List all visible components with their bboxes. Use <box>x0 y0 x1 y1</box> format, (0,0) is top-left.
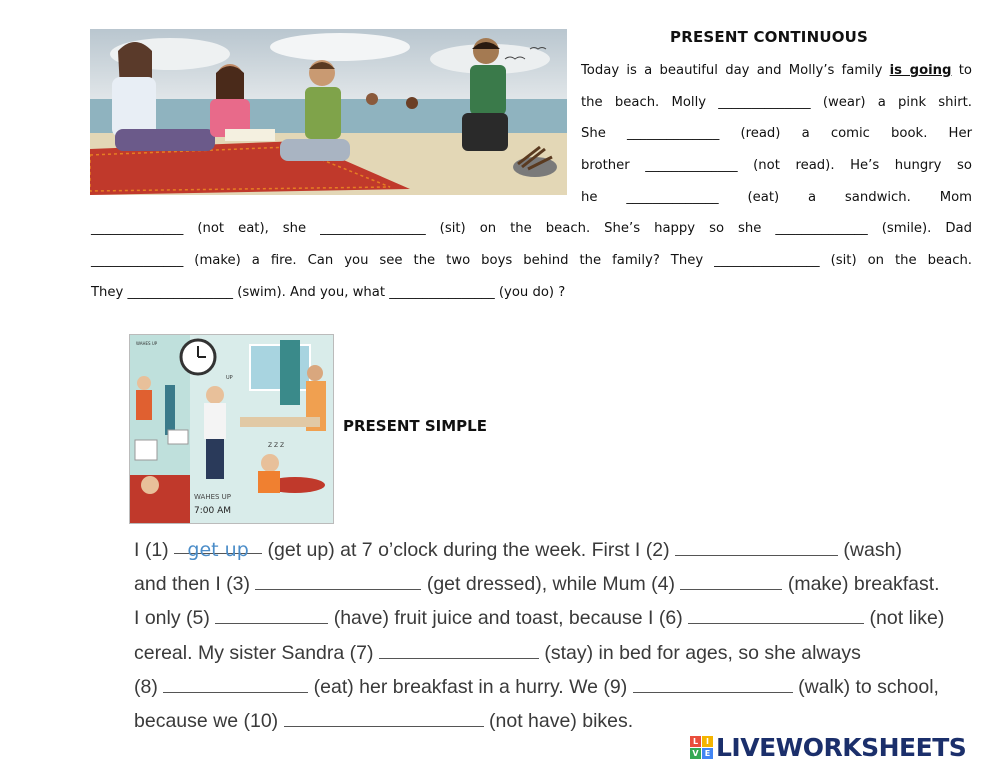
line1-text-a: Today is a beautiful day and Molly’s family <box>581 63 890 78</box>
ps-line2-c: (make) breakfast. <box>782 573 940 595</box>
ps-line4-b: (stay) in bed for ages, so she always <box>538 642 861 664</box>
logo-letter-i: I <box>702 736 713 747</box>
present-continuous-title: PRESENT CONTINUOUS <box>670 28 869 46</box>
exercise-line-3[interactable]: She ______________ (read) a comic book. Her <box>581 126 972 141</box>
beach-family-illustration <box>90 29 567 195</box>
ps-line6-a: because we (10) <box>134 710 284 732</box>
exercise-line-2[interactable]: the beach. Molly ______________ (wear) a pink shirt. <box>581 95 972 110</box>
logo-text: LIVEWORKSHEETS <box>716 733 967 762</box>
kitchen-label-bottom-1: WAHES UP <box>194 493 232 501</box>
exercise-line-7[interactable]: ______________ (make) a fire. Can you see the two boys behind the family? They ________________ (sit) on the beach. <box>91 253 972 268</box>
answer-field-9[interactable] <box>633 678 793 693</box>
logo-letter-e: E <box>702 748 713 759</box>
ps-line-4 <box>134 642 861 665</box>
ps-line-6 <box>134 710 633 733</box>
ps-line5-c: (walk) to school, <box>792 676 939 698</box>
liveworksheets-logo <box>690 733 966 762</box>
ps-line-1 <box>134 539 902 562</box>
ps-line-3 <box>134 607 944 630</box>
line1-text-c: to <box>951 63 972 78</box>
logo-letter-l: L <box>690 736 701 747</box>
present-simple-title: PRESENT SIMPLE <box>343 417 487 435</box>
answer-field-1[interactable] <box>174 539 262 561</box>
kitchen-label-sign: UP <box>226 375 233 381</box>
example-answer-is-going: is going <box>889 63 952 78</box>
ps-line3-b: (have) fruit juice and toast, because I (6) <box>328 607 689 629</box>
ps-line1-a: I (1) <box>134 539 175 561</box>
exercise-line-5[interactable]: he ______________ (eat) a sandwich. Mom <box>581 190 972 205</box>
answer-field-6[interactable] <box>688 609 864 624</box>
example-answer: get up <box>187 539 249 561</box>
logo-letter-v: V <box>690 748 701 759</box>
kitchen-label-zzz: Z Z Z <box>268 442 285 449</box>
answer-field-4[interactable] <box>680 575 782 590</box>
ps-line6-b: (not have) bikes. <box>483 710 634 732</box>
ps-line-5 <box>134 676 939 699</box>
ps-line-2 <box>134 573 940 596</box>
morning-routine-illustration <box>129 334 334 524</box>
exercise-line-6[interactable]: ______________ (not eat), she ________________ (sit) on the beach. She’s happy so she ______________ (smile). Dad <box>91 221 972 236</box>
ps-line1-b: (get up) at 7 o’clock during the week. First I (2) <box>262 539 676 561</box>
answer-field-7[interactable] <box>379 644 539 659</box>
kitchen-label-top: WAHES UP <box>136 341 158 346</box>
kitchen-label-bottom-2: 7:00 AM <box>194 506 231 516</box>
ps-line3-a: I only (5) <box>134 607 216 629</box>
exercise-line-4[interactable]: brother ______________ (not read). He’s hungry so <box>581 158 972 173</box>
exercise-line-1 <box>581 63 972 78</box>
answer-field-3[interactable] <box>255 575 421 590</box>
answer-field-2[interactable] <box>675 541 838 556</box>
answer-field-8[interactable] <box>163 678 308 693</box>
ps-line3-c: (not like) <box>864 607 945 629</box>
liveworksheets-logo-icon <box>690 736 713 759</box>
ps-line2-a: and then I (3) <box>134 573 256 595</box>
answer-field-5[interactable] <box>215 609 328 624</box>
ps-line1-c: (wash) <box>838 539 902 561</box>
exercise-line-8[interactable]: They ________________ (swim). And you, what ________________ (you do) ? <box>91 285 566 300</box>
ps-line4-a: cereal. My sister Sandra (7) <box>134 642 379 664</box>
ps-line5-a: (8) <box>134 676 164 698</box>
answer-field-10[interactable] <box>284 712 484 727</box>
ps-line5-b: (eat) her breakfast in a hurry. We (9) <box>308 676 633 698</box>
ps-line2-b: (get dressed), while Mum (4) <box>421 573 681 595</box>
